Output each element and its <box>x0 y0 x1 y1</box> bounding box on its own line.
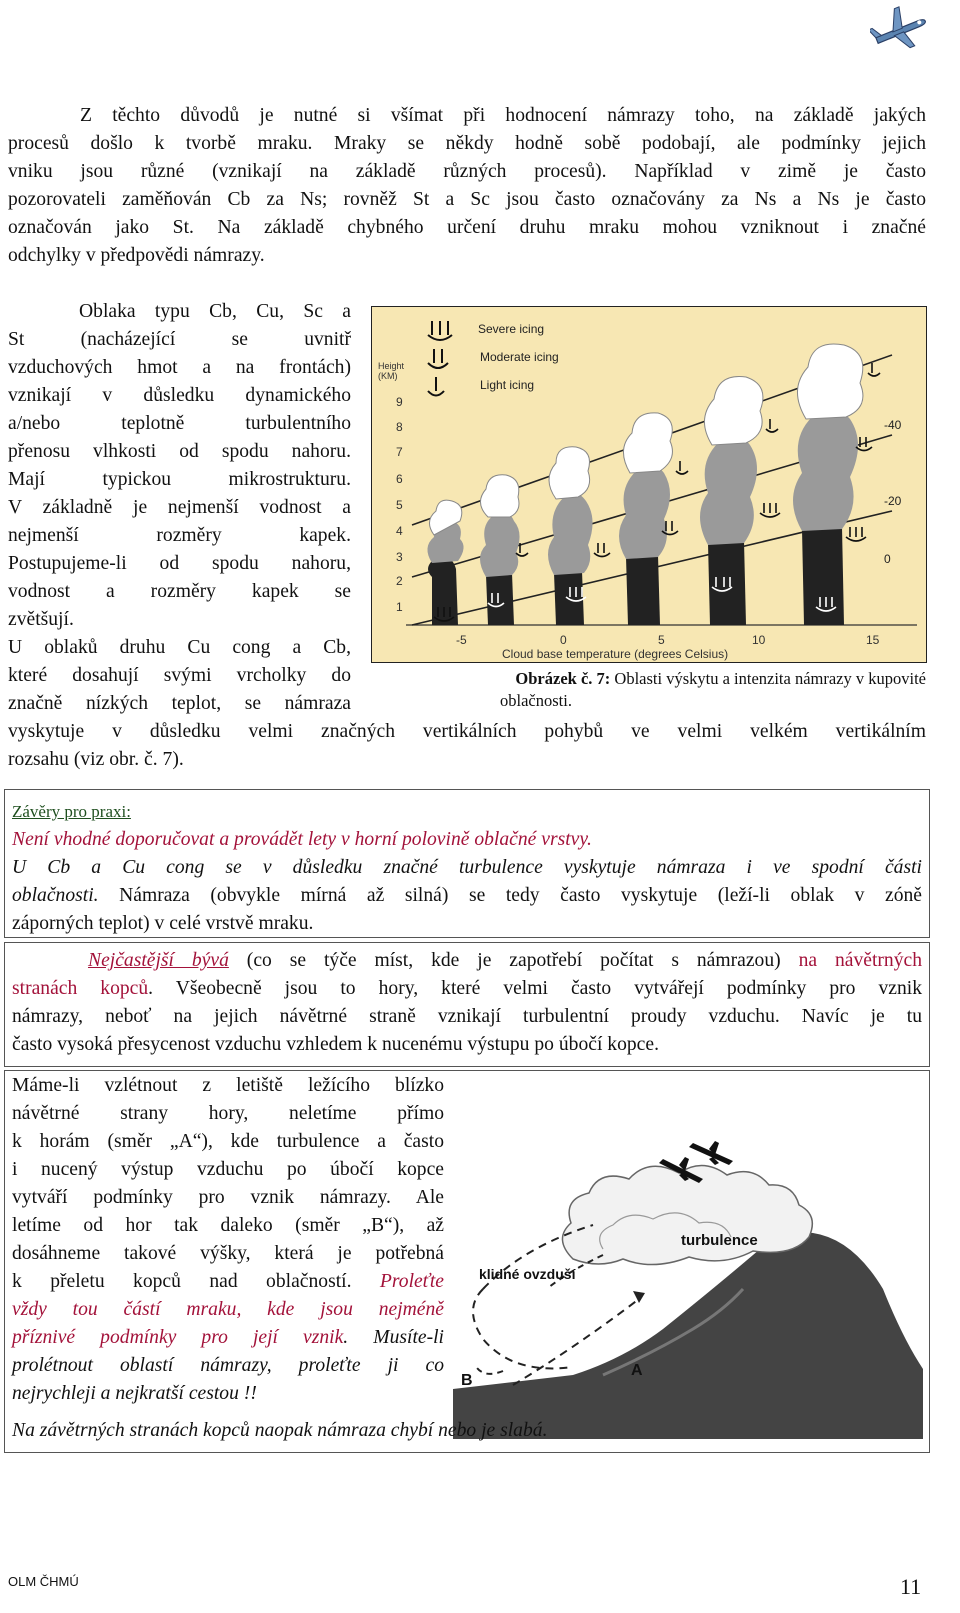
conclusions-line: záporných teplot) v celé vrstvě mraku. <box>12 913 314 934</box>
left-line: nejmenší rozměry kapek. <box>8 525 351 546</box>
mountain-diagram <box>453 1139 923 1439</box>
y-tick-label: 1 <box>396 600 403 614</box>
left-line: vzduchových hmot a na frontách) <box>8 357 351 378</box>
box3-red-text: příznivé podmínky pro její vznik <box>12 1327 344 1348</box>
intro-line: odchylky v předpovědi námrazy. <box>8 245 265 266</box>
diagram-turbulence-label: turbulence <box>681 1232 758 1249</box>
box3-line: Máme-li vzlétnout z letiště ležícího blízko <box>12 1075 444 1096</box>
box3-line: vytváří podmínky pro vznik námrazy. Ale <box>12 1187 444 1208</box>
box3-italic-line: prolétnout oblastí námrazy, proleťte ji co <box>12 1355 444 1376</box>
footer-organization: OLM ČHMÚ <box>8 1574 79 1589</box>
y-tick-label: 5 <box>396 498 403 512</box>
conclusions-heading: Závěry pro praxi: <box>12 802 131 821</box>
y-tick-label: 6 <box>396 472 403 486</box>
left-line: Mají typickou mikrostrukturu. <box>8 469 351 490</box>
x-axis-label: Cloud base temperature (degrees Celsius) <box>502 647 729 661</box>
caption-text: Oblasti výskytu a intenzita námrazy v kupovité <box>610 669 926 688</box>
airplane-logo-icon <box>870 4 930 52</box>
intro-line: pozorovateli zaměňován Cb za Ns; rovněž St a Sc jsou často označovány za Ns a Ns je často <box>8 189 926 210</box>
isotherm-label: -40 <box>884 418 902 432</box>
box3-line: i nucený výstup vzduchu po úbočí kopce <box>12 1159 444 1180</box>
left-line: vyskytuje v důsledku velmi značných vertikálních pohybů ve velmi velkém vertikálním <box>8 721 926 742</box>
box3-line: návětrné strany hory, neletíme přímo <box>12 1103 444 1124</box>
x-tick-label: 15 <box>866 633 880 647</box>
left-line: a/nebo teplotně turbulentního <box>8 413 351 434</box>
x-tick-label: 0 <box>560 633 567 647</box>
box2-text: (co se týče míst, kde je zapotřebí počítat s námrazou) <box>228 950 799 971</box>
conclusions-italic: oblačnosti. <box>12 885 99 906</box>
left-line: V základně je nejmenší vodnost a <box>8 497 351 518</box>
x-tick-label: -5 <box>456 633 467 647</box>
box2-line: často vysoká přesycenost vzduchu vzhledem k nucenému výstupu po úbočí kopce. <box>12 1034 659 1055</box>
legend-moderate: Moderate icing <box>480 350 559 364</box>
box3-red-text: Proleťte <box>379 1271 444 1292</box>
intro-paragraph <box>8 102 926 270</box>
left-line: rozsahu (viz obr. č. 7). <box>8 749 184 770</box>
intro-line: vniku jsou různé (vznikají na základě různých procesů). Například v zimě je často <box>8 161 926 182</box>
legend-severe: Severe icing <box>478 322 545 336</box>
left-line: značně nízkých teplot, se námraza <box>8 693 351 714</box>
y-tick-label: 9 <box>396 395 403 409</box>
box3-line: k horám (směr „A“), kde turbulence a často <box>12 1131 444 1152</box>
intro-line: procesů došlo k tvorbě mraku. Mraky se někdy hodně sobě podobají, ale podmínky jejich <box>8 133 926 154</box>
figure-7-icing-diagram <box>371 306 927 663</box>
y-tick-label: 3 <box>396 550 403 564</box>
page-number: 11 <box>900 1574 922 1599</box>
box3-italic-text: . Musíte-li <box>343 1327 444 1348</box>
left-line: které dosahují svými vrcholky do <box>8 665 351 686</box>
diagram-calm-label: klidné ovzduší <box>479 1266 576 1282</box>
figure-7-caption <box>372 668 926 712</box>
box3-italic-line: nejrychleji a nejkratší cestou !! <box>12 1383 257 1404</box>
box3-last-line: Na závětrných stranách kopců naopak námraza chybí nebo je slabá. <box>12 1420 548 1441</box>
diagram-b-label: B <box>461 1372 473 1389</box>
box3-line: letíme od hor tak daleko (směr „B“), až <box>12 1215 444 1236</box>
left-line: vodnost a rozměry kapek se <box>8 581 351 602</box>
caption-text-2: oblačnosti. <box>500 691 572 710</box>
flight-advice-box <box>4 1070 930 1453</box>
y-tick-label: 8 <box>396 420 403 434</box>
left-line: vznikají v důsledku dynamického <box>8 385 351 406</box>
box3-line: k přeletu kopců nad oblačností. <box>12 1271 380 1292</box>
isotherm-label: -20 <box>884 494 902 508</box>
highlight-windward: na návětrných <box>798 950 923 971</box>
y-tick-label: 2 <box>396 574 403 588</box>
y-axis-label: Height <box>378 361 405 371</box>
left-line: přenosu vlhkosti od spodu nahoru. <box>8 441 351 462</box>
left-column-paragraph <box>8 298 351 718</box>
conclusions-line: Námraza (obvykle mírná až silná) se tedy často vyskytuje (leží-li oblak v zóně <box>98 885 922 906</box>
highlight-slopes: stranách kopců <box>12 978 149 999</box>
legend-light: Light icing <box>480 378 535 392</box>
intro-line: označován jako St. Na základě chybného určení druhu mraku mohou vzniknout i značné <box>8 217 926 238</box>
left-line: St (nacházející se uvnitř <box>8 329 351 350</box>
legend <box>428 321 559 396</box>
isotherm-label: 0 <box>884 552 891 566</box>
y-tick-label: 4 <box>396 524 403 538</box>
conclusions-box <box>4 789 930 938</box>
left-line: zvětšují. <box>8 609 74 630</box>
caption-label: Obrázek č. 7: <box>515 669 611 688</box>
box2-text: . Všeobecně jsou to hory, které velmi často vytvářejí podmínky pro vznik <box>148 978 922 999</box>
y-tick-label: 7 <box>396 445 403 459</box>
box3-line: dosáhneme takové výšky, která je potřebná <box>12 1243 444 1264</box>
intro-line: Z těchto důvodů je nutné si všímat při hodnocení námrazy toho, na základě jakých <box>80 105 926 126</box>
conclusions-line: U Cb a Cu cong se v důsledku značné turbulence vyskytuje námraza i ve spodní části <box>12 857 922 878</box>
box3-red-line: vždy tou částí mraku, kde jsou nejméně <box>12 1299 444 1320</box>
box2-line: námrazy, neboť na jejich návětrné straně vznikají turbulentní proudy vzduchu. Navíc je tu <box>12 1006 922 1027</box>
left-column-continuation <box>8 718 926 774</box>
conclusions-line: Není vhodné doporučovat a provádět lety v horní polovině oblačné vrstvy. <box>12 829 592 850</box>
left-line: U oblaků druhu Cu cong a Cb, <box>8 637 351 658</box>
diagram-a-label: A <box>631 1362 643 1379</box>
left-line: Postupujeme-li od spodu nahoru, <box>8 553 351 574</box>
highlight-most-frequent: Nejčastější bývá <box>88 950 229 971</box>
x-tick-label: 10 <box>752 633 766 647</box>
windward-box <box>4 942 930 1067</box>
left-line: Oblaka typu Cb, Cu, Sc a <box>79 301 351 322</box>
y-axis-unit: (KM) <box>378 371 398 381</box>
x-tick-label: 5 <box>658 633 665 647</box>
